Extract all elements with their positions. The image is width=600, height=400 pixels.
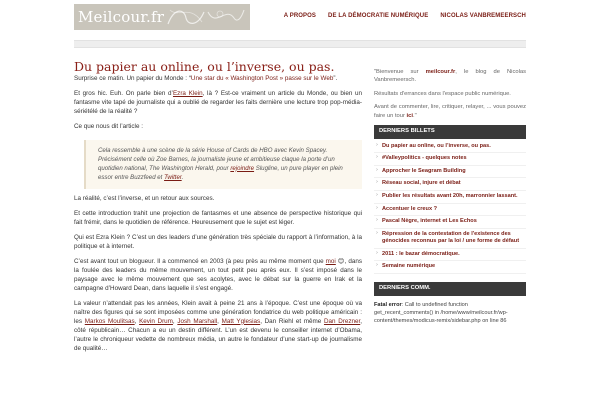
post-paragraph-1: [74, 75, 362, 84]
ornament-icon: [166, 4, 206, 30]
intro-paragraph-2: Résultats d'errances dans l'espace public numérique.: [374, 90, 511, 97]
post-quote: [84, 140, 362, 189]
site-name: meilcour.fr: [425, 69, 456, 75]
text: Et gros hic. Euh. On parle bien d’: [74, 90, 173, 98]
link-rejoindre[interactable]: rejoindre: [230, 164, 255, 172]
error-text: : Call to undefined function get_recent_comments() in /home/www/meilcour.fr/wp-content/themes/modicus-remix/sidebar.php on line 86: [374, 301, 508, 324]
sidebar-intro: [374, 68, 526, 120]
recent-posts-list: [374, 141, 526, 274]
recent-post-item[interactable]: › Réseau social, injure et débat: [374, 178, 526, 191]
text: , là ? Est-ce vraiment un article du Monde, ou bien un fantasme vite tapé de journaliste qui a oublié de regarder les faits dernière une lecture trop pop-média-sériétélé de la réalité ?: [74, 90, 363, 116]
link-monde-article[interactable]: Une star du « Washington Post » passe sur le Web: [190, 75, 334, 83]
widget-title-recent-comments: DERNIERS COMM.: [374, 282, 526, 296]
recent-post-item[interactable]: › #Valleypolitics - quelques notes: [374, 153, 526, 166]
text: , Dan Riehl et même: [260, 317, 324, 325]
text: Slugline, un pure player en plein essor entre Buzzfeed et: [98, 164, 343, 181]
recent-post-item[interactable]: › Publier les résultats avant 20h, marronnier lassant.: [374, 191, 526, 204]
text: Avant de commenter, lire, critiquer, relayer, ... vous pouvez faire un tour: [374, 104, 526, 119]
link-markos-moulitsas[interactable]: Markos Moulitsas: [84, 317, 135, 325]
text: , le blog de Nicolas Vanbremeersch.: [374, 69, 526, 84]
text: .": [413, 112, 417, 119]
text: Cela ressemble à une scène de la série House of Cards de HBO avec Kevin Spacey. Précisément celle où Zoe Barnes, la journaliste jeune et ambitieuse claque la porte d’un quotidien national, The Washington Herald, pour: [98, 147, 335, 172]
nav-nicolas-vanbremeersch[interactable]: NICOLAS VANBREMEERSCH: [440, 13, 526, 19]
text: C’est avant tout un blogueur. Il a commencé en 2003 (à peu près au même moment que: [74, 258, 326, 266]
post-paragraph-5: Et cette introduction trahit une projection de fantasmes et une absence de perspective historique qui fait frémir, dans le quotidien de référence. Heureusement que le sujet est léger.: [74, 210, 362, 227]
text: .: [181, 173, 184, 181]
recent-post-item[interactable]: › Accentuer le creux ?: [374, 204, 526, 217]
post-title[interactable]: Du papier au online, ou l’inverse, ou pas.: [74, 59, 335, 74]
post-content: [74, 60, 362, 353]
link-moi[interactable]: moi: [325, 258, 336, 266]
text: ,: [172, 317, 178, 325]
link-dan-drezner[interactable]: Dan Drezner: [323, 317, 361, 325]
text: ,: [134, 317, 140, 325]
recent-post-item[interactable]: › Répression de la contestation de l'existence des génocides reconnus par la loi / une forme de défaut: [374, 229, 526, 249]
text: Surprise ce matin. Un papier du Monde : “: [74, 75, 191, 83]
ornament-icon-2: [206, 4, 246, 30]
post-paragraph-8: [74, 300, 362, 354]
link-josh-marshall[interactable]: Josh Marshall: [177, 317, 218, 325]
post-paragraph-7: [74, 258, 362, 294]
link-ici[interactable]: ici: [406, 112, 413, 119]
text: 😊, dans la foulée des leaders du même mouvement, un tout petit peu après eux. Il s’est imposé dans le paysage avec le même mouvement que ses acolytes, avec le débat sur la guerre en Irak et la campagne d’Howard Dean, dans laquelle il s’est engagé.: [74, 258, 362, 292]
text: , côté républicain… Chacun a eu un destin différent. L’un est devenu le conseiller internet d’Obama, l’autre le chroniqueur vedette de nombreux média, un autre le fondateur d’une start-up de journalisme de qualité…: [74, 317, 362, 352]
link-kevin-drum[interactable]: Kevin Drum: [139, 317, 173, 325]
text: La valeur n’attendait pas les années, Klein avait à peine 21 ans à l’époque. C’est une époque où va naître des figures qui se sont imposées comme une génération fondatrice du web politique américain : les: [74, 299, 362, 325]
site-header: [74, 4, 526, 32]
post-paragraph-2: [74, 90, 362, 117]
text: ,: [217, 317, 222, 325]
intro-paragraph-1: [374, 68, 526, 85]
php-error-message: [374, 301, 526, 325]
post-paragraph-4: La réalité, c’est l’inverse, et un retour aux sources.: [74, 195, 215, 203]
error-label: Fatal error: [374, 301, 402, 308]
site-logo[interactable]: [74, 4, 250, 30]
post-paragraph-3: Ce que nous dit l’article :: [74, 123, 143, 131]
text: "Bienvenue sur: [374, 69, 426, 75]
logo-text: Meilcour.fr: [78, 8, 165, 26]
link-ezra-klein[interactable]: Ezra Klein: [172, 90, 203, 98]
recent-post-item[interactable]: › 2011 : le bazar démocratique.: [374, 249, 526, 262]
post-paragraph-6: Qui est Ezra Klein ? C’est un des leaders d’une génération très spéciale du rapport à l’information, à la politique et à internet.: [74, 234, 362, 251]
recent-post-item[interactable]: › Approcher le Seagram Building: [374, 166, 526, 179]
link-matt-yglesias[interactable]: Matt Yglesias: [221, 317, 261, 325]
main-nav: [284, 12, 526, 20]
header-divider: [74, 40, 526, 48]
recent-post-item[interactable]: › Semaine numérique: [374, 261, 526, 274]
link-twitter[interactable]: Twitter: [164, 173, 182, 181]
nav-democratie-numerique[interactable]: DE LA DÉMOCRATIE NUMÉRIQUE: [328, 13, 429, 19]
recent-post-item[interactable]: › Pascal Nègre, internet et Les Echos: [374, 216, 526, 229]
intro-paragraph-3: [374, 103, 526, 120]
recent-post-item[interactable]: › Du papier au online, ou l’inverse, ou pas.: [374, 141, 526, 154]
sidebar: [374, 68, 526, 325]
text: ”.: [333, 75, 338, 83]
widget-title-recent-posts: DERNIERS BILLETS: [374, 125, 526, 139]
nav-a-propos[interactable]: A PROPOS: [283, 13, 317, 19]
